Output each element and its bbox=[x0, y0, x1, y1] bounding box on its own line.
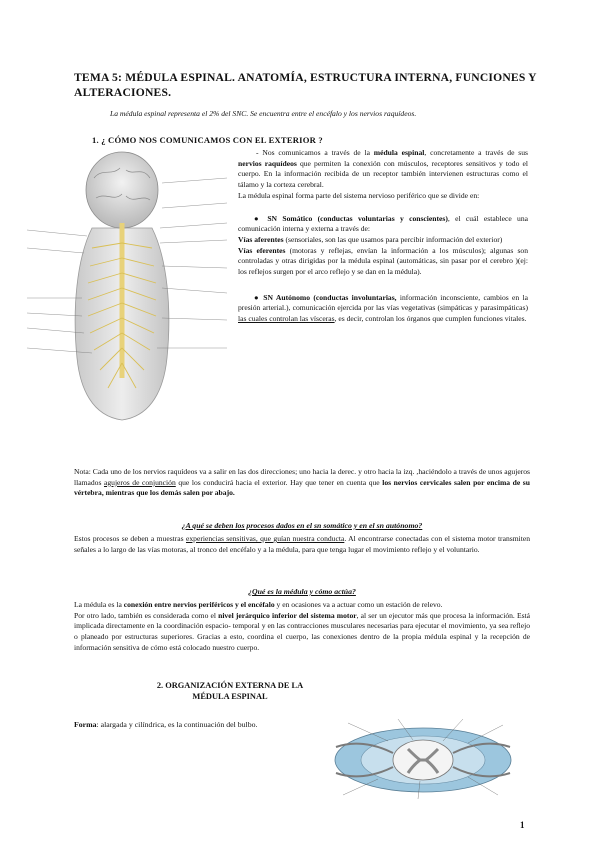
vias-aferentes: Vías aferentes (sensoriales, son las que usamos para percibir información del exterior) bbox=[238, 234, 503, 244]
section-1-heading: 1. ¿ CÓMO NOS COMUNICAMOS CON EL EXTERIOR ? bbox=[92, 135, 323, 145]
question-2-paragraph-1: La médula es la conexión entre nervios periféricos y el encéfalo y en ocasiones va a actuar como un estación de relevo. bbox=[74, 600, 443, 609]
bullet-sn-autonomo: ● SN Autónomo (conductas involuntarias, información inconsciente, cambios en la presión arterial.), comunicación ejercida por las vías vegetativas (simpáticas y parasimpáticas) las cuales controlan las vísceras, es decir, controlan los órganos que cumplen funciones vitales. bbox=[238, 292, 528, 324]
section-1-column bbox=[238, 148, 528, 325]
spinal-cord-anatomy-illustration bbox=[22, 148, 232, 423]
question-2-heading: ¿Qué es la médula y cómo actúa? bbox=[248, 587, 356, 596]
page-number: 1 bbox=[520, 820, 525, 830]
question-2-paragraphs bbox=[74, 600, 530, 654]
vias-eferentes: Vías eferentes (motoras y reflejas, envían la información a los músculos); algunas son controladas y otras dirigidas por la médula espinal (automáticas, sin pasar por el cerebro )(ej: los reflejos surgen por el arco reflejo y se dan en la médula). bbox=[238, 245, 528, 277]
question-1-heading: ¿A qué se deben los procesos dados en el sn somático y en el sn autónomo? bbox=[181, 521, 423, 530]
forma-line: Forma: alargada y cilíndrica, es la continuación del bulbo. bbox=[74, 720, 258, 729]
section-2-heading: 2. ORGANIZACIÓN EXTERNA DE LA MÉDULA ESPINAL bbox=[156, 681, 304, 701]
question-2-paragraph-2: Por otro lado, también es considerada como el nivel jerárquico inferior del sistema motor, al ser un ejecutor más que procesa la información. Está implicada directamente en la coordinación espacio- temporal y en las contracciones musculares necesarias para ejecutar el movimiento, ya sea reflejo o planeado por estructuras superiores. Gracias a esto, coordina el cuerpo, las conexiones dentro de la propia médula espinal y la recepción de información sensitiva de cómo está colocado nuestro cuerpo. bbox=[74, 610, 531, 652]
intro-text: La médula espinal representa el 2% del SNC. Se encuentra entre el encéfalo y los nervios raquídeos. bbox=[110, 109, 417, 118]
nota-paragraph: Nota: Cada uno de los nervios raquídeos va a salir en las dos direcciones; uno hacia la derec. y otro hacia la izq. ,haciéndolo a través de unos agujeros llamados agujeros de conjunción que los conducirá hacia el exterior. Hay que tener en cuenta que los nervios cervicales salen por encima de su vértebra, mientras que los demás salen por abajo. bbox=[74, 467, 530, 498]
spinal-cord-cross-section-illustration bbox=[328, 713, 518, 803]
paragraph-sn-division: La médula espinal forma parte del sistema nervioso periférico que se divide en: bbox=[238, 190, 480, 200]
bullet-sn-somatico: ● SN Somático (conductas voluntarias y conscientes), el cuál establece una comunicación interna y externa a través de: bbox=[238, 213, 528, 234]
question-1-paragraph: Estos procesos se deben a muestras experiencias sensitivas, que guían nuestra conducta. Al encontrarse conectadas con el sistema motor transmiten señales a lo largo de las vías motoras, al tronco del encéfalo y a la médula, para que tenga lugar el movimiento reflejo y el voluntario. bbox=[74, 534, 530, 554]
page-title: TEMA 5: MÉDULA ESPINAL. ANATOMÍA, ESTRUCTURA INTERNA, FUNCIONES Y ALTERACIONES. bbox=[74, 71, 537, 99]
paragraph-communication: - Nos comunicamos a través de la médula espinal, concretamente a través de sus nervios raquídeos que permiten la conexión con músculos, receptores sensitivos y todo el cuerpo. En la información recibida de un receptor también intervienen estructuras como el tálamo y la corteza cerebral. bbox=[238, 148, 528, 190]
